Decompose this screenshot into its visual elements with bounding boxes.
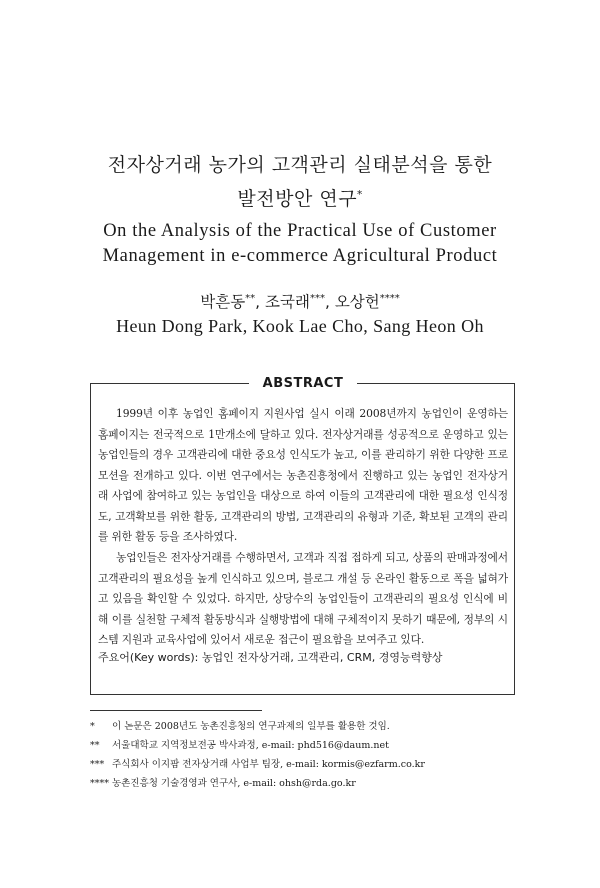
keywords-line <box>98 648 508 668</box>
author-3-name: 오상헌 <box>334 293 380 311</box>
footnote-1-mark: * <box>90 721 95 732</box>
footnote-3-mark: *** <box>90 759 105 770</box>
author-2-mark: *** <box>309 292 325 304</box>
abstract-paragraph-2: 농업인들은 전자상거래를 수행하면서, 고객과 직접 접하게 되고, 상품의 판매과정에서 고객관리의 필요성을 높게 인식하고 있으며, 블로그 개설 등 온라인 활동으로 폭을 넓혀가고 있음을 확인할 수 있었다. 하지만, 상당수의 농업인들이 고객관리의 필요성 인식에 비해 이를 실천할 구체적 활동방식과 실행방법에 대해 구체적이지 못하기 때문에, 정부의 시스템 지원과 교육사업에 있어서 새로운 접근이 필요함을 보여주고 있다. <box>98 551 508 646</box>
title-korean-line1: 전자상거래 농가의 고객관리 실태분석을 통한 <box>107 154 493 176</box>
footnote-1 <box>90 718 540 736</box>
footnote-1-text: 이 논문은 2008년도 농촌진흥청의 연구과제의 일부를 활용한 것임. <box>112 721 390 732</box>
author-separator: , <box>255 293 266 311</box>
author-separator: , <box>324 293 335 311</box>
keywords-list: 농업인 전자상거래, 고객관리, CRM, 경영능력향상 <box>201 651 443 664</box>
author-3-mark: **** <box>379 292 400 304</box>
abstract-heading: ABSTRACT <box>249 374 357 394</box>
abstract-paragraph-1: 1999년 이후 농업인 홈페이지 지원사업 실시 이래 2008년까지 농업인이 운영하는 홈페이지는 전국적으로 1만개소에 달하고 있다. 전자상거래를 성공적으로 운영하고 있는 농업인들의 경우 고객관리에 대한 중요성 인식도가 높고, 이를 관리하기 위한 다양한 프로모션을 전개하고 있다. 이번 연구에서는 농촌진흥청에서 진행하고 있는 농업인 전자상거래 사업에 참여하고 있는 농업인을 대상으로 하여 이들의 고객관리에 대한 필요성 인식정도, 고객확보를 위한 활동, 고객관리의 방법, 고객관리의 유형과 기준, 확보된 고객의 관리를 위한 활동 등을 조사하였다. <box>98 407 508 543</box>
authors-english: Heun Dong Park, Kook Lae Cho, Sang Heon Oh <box>116 316 484 336</box>
title-korean-line2 <box>0 184 600 211</box>
footnote-2-text: 서울대학교 지역정보전공 박사과정, e-mail: phd516@daum.net <box>112 740 389 751</box>
keywords-label: 주요어(Key words): <box>98 651 199 664</box>
footnote-3 <box>90 756 540 774</box>
title-english-line2: Management in e-commerce Agricultural Product <box>102 246 498 266</box>
footnote-divider <box>90 710 262 711</box>
author-2-name: 조국래 <box>265 293 310 311</box>
footnote-4 <box>90 775 540 793</box>
title-korean-line2-text: 발전방안 연구 <box>237 188 358 210</box>
authors-korean <box>0 290 600 312</box>
footnote-4-mark: **** <box>90 778 109 789</box>
footnote-3-text: 주식회사 이지팜 전자상거래 사업부 팀장, e-mail: kormis@ezfarm.co.kr <box>112 759 425 770</box>
title-footnote-mark: * <box>357 189 363 201</box>
footnote-4-text: 농촌진흥청 기술경영과 연구사, e-mail: ohsh@rda.go.kr <box>112 778 356 789</box>
title-english-line1: On the Analysis of the Practical Use of Customer <box>103 221 497 241</box>
footnote-2 <box>90 737 540 755</box>
footnote-2-mark: ** <box>90 740 100 751</box>
author-1-name: 박흔동 <box>200 293 246 311</box>
author-1-mark: ** <box>245 292 256 304</box>
